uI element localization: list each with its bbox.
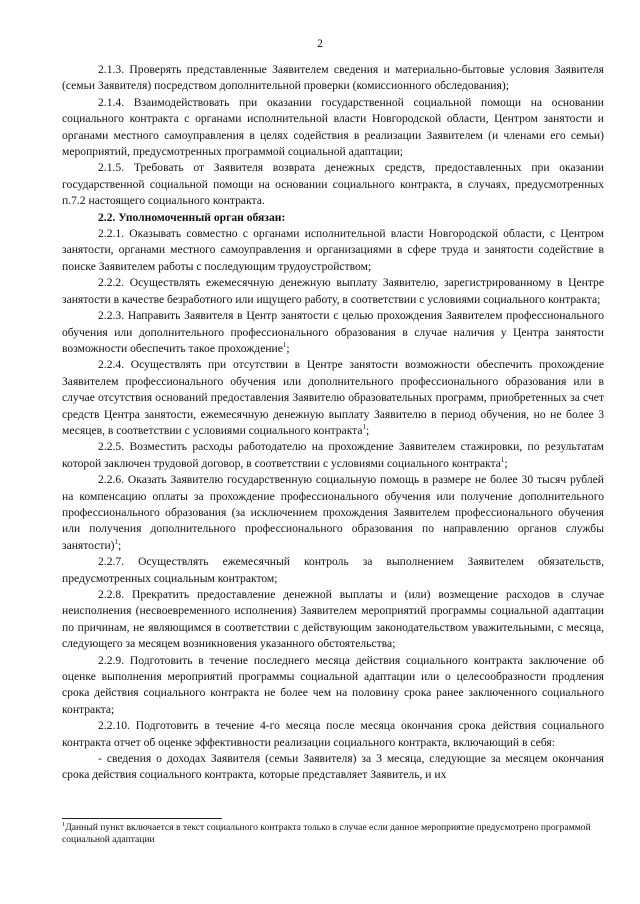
clause-2-2-10-item: - сведения о доходах Заявителя (семьи Заявителя) за 3 месяца, следующие за месяцем окончания срока действия социального контракта, которые представляет Заявитель, и их	[62, 752, 604, 782]
clause-2-2-10: 2.2.10. Подготовить в течение 4-го месяца после месяца окончания срока действия социального контракта отчет об оценке эффективности реализации социального контракта, включающий в себя:	[62, 719, 604, 749]
section-heading-2-2: 2.2. Уполномоченный орган обязан:	[98, 210, 286, 224]
clause-2-2-3	[62, 308, 604, 357]
page-number: 2	[317, 38, 323, 50]
clause-text: 2.2.5. Возместить расходы работодателю на прохождение Заявителем стажировки, по результатам которой заключен трудовой договор, в соответствии с условиями социального контракта	[62, 440, 604, 470]
footnote	[62, 822, 604, 847]
footnote-marker: 1	[62, 820, 66, 828]
clause-text: 2.2.6. Оказать Заявителю государственную социальную помощь в размере не более 30 тысяч рублей на компенсацию оплаты за прохождение профессионального обучения или получение дополнительного профессионального образования (за исключением прохождения Заявителем профессионального обучения или получения дополнительного профессионального образования по направлению органов службы занятости)	[62, 473, 604, 552]
clause-2-2-4	[62, 357, 604, 439]
clause-2-2-1: 2.2.1. Оказывать совместно с органами исполнительной власти Новгородской области, с Центром занятости, органами местного самоуправления и организациями в сфере труда и занятости содействие в поиске Заявителем работы с последующим трудоустройством;	[62, 227, 604, 273]
clause-text: 2.2.3. Направить Заявителя в Центр занятости с целью прохождения Заявителем профессионального обучения или дополнительного профессионального образования в случае наличия у Центра занятости возможности обеспечить такое прохождение	[62, 309, 604, 355]
clause-2-2-9: 2.2.9. Подготовить в течение последнего месяца действия социального контракта заключение об оценке выполнения мероприятий программы социальной адаптации или о целесообразности продления срока действия социального контракта не более чем на половину срока ранее заключенного социального контракта;	[62, 653, 604, 716]
footnote-ref: 1	[500, 455, 505, 464]
clause-2-2-2: 2.2.2. Осуществлять ежемесячную денежную выплату Заявителю, зарегистрированному в Центре занятости в качестве безработного или ищущего работу, в соответствии с условиями социального контракта;	[62, 276, 604, 306]
clause-2-1-4: 2.1.4. Взаимодействовать при оказании государственной социальной помощи на основании социального контракта с органами исполнительной власти Новгородской области, Центром занятости и органами местного самоуправления в целях содействия в реализации Заявителем (и членами его семьи) мероприятий, предусмотренных программой социальной адаптации;	[62, 95, 604, 159]
footnote-text: Данный пункт включается в текст социального контракта только в случае если данное мероприятие предусмотрено программой социальной адаптации	[62, 822, 591, 846]
clause-suffix: ;	[366, 423, 370, 437]
footnote-ref: 1	[114, 537, 119, 546]
footnote-ref: 1	[282, 341, 287, 350]
clause-2-2-8: 2.2.8. Прекратить предоставление денежной выплаты и (или) возмещение расходов в случае неисполнения (несвоевременного исполнения) Заявителем мероприятий программы социальной адаптации по причинам, не являющимся в соответствии с действующим законодательством уважительными, с месяца, следующего за месяцем возникновения указанного обстоятельства;	[62, 588, 604, 651]
clause-text: 2.2.4. Осуществлять при отсутствии в Центре занятости возможности обеспечить прохождение Заявителем профессионального обучения или дополнительного профессионального образования или в случае отсутствия оснований предоставления Заявителю образовательных программ, приобретенных за счет средств Центра занятости, ежемесячную денежную выплату Заявителю в период обучения, но не более 3 месяцев, в соответствии с условиями социального контракта	[62, 358, 604, 437]
clause-2-1-5: 2.1.5. Требовать от Заявителя возврата денежных средств, предоставленных при оказании государственной социальной помощи на основании социального контракта, в случаях, предусмотренных п.7.2 настоящего социального контракта.	[62, 161, 604, 208]
clause-2-2-7: 2.2.7. Осуществлять ежемесячный контроль за выполнением Заявителем обязательств, предусмотренных социальным контрактом;	[62, 555, 604, 585]
clause-2-1-3: 2.1.3. Проверять представленные Заявителем сведения и материально-бытовые условия Заявителя (семьи Заявителя) посредством дополнительной проверки (комиссионного обследования);	[62, 63, 604, 93]
footnote-ref: 1	[362, 423, 367, 432]
clause-2-2-5	[62, 439, 604, 472]
clause-suffix: ;	[286, 341, 290, 355]
footnote-divider	[62, 818, 222, 819]
clause-suffix: ;	[118, 538, 122, 552]
document-body	[62, 62, 604, 784]
clause-2-2-6	[62, 472, 604, 554]
clause-suffix: ;	[504, 456, 508, 470]
